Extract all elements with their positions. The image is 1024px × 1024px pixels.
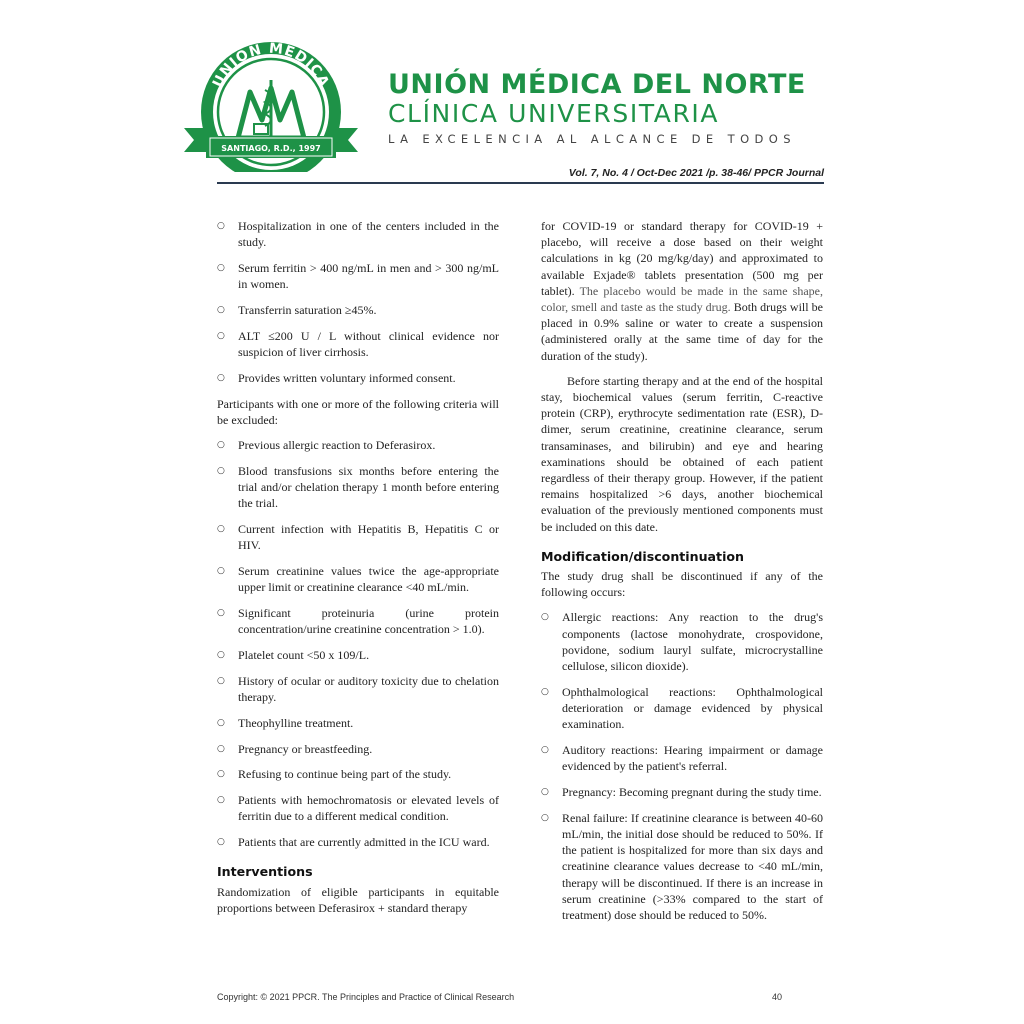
right-column (541, 218, 823, 933)
brand-block (388, 70, 806, 146)
modification-list (541, 609, 823, 923)
list-item: ○ Allergic reactions: Any reaction to the drug's components (lactose monohydrate, crospovidone, povidone, sodium lauryl sulfate, microcrystalline cellulose, silicon dioxide). (541, 609, 823, 674)
header-divider (217, 182, 824, 184)
interventions-text: Randomization of eligible participants in equitable proportions between Deferasirox + standard therapy (217, 884, 499, 915)
list-item: ○ Pregnancy: Becoming pregnant during the study time. (541, 784, 823, 800)
svg-text:SANTIAGO, R.D., 1997: SANTIAGO, R.D., 1997 (221, 144, 321, 153)
page-number: 40 (772, 992, 783, 1002)
list-item: ○ Provides written voluntary informed consent. (217, 370, 499, 386)
exclusion-list (217, 437, 499, 850)
exclusion-intro: Participants with one or more of the following criteria will be excluded: (217, 396, 499, 427)
interventions-heading: Interventions (217, 864, 313, 880)
list-item: ○ Ophthalmological reactions: Ophthalmological deterioration or damage evidenced by physical examination. (541, 684, 823, 733)
journal-citation: Vol. 7, No. 4 / Oct-Dec 2021 /p. 38-46/ PPCR Journal (568, 167, 824, 179)
clinic-name: UNIÓN MÉDICA DEL NORTE (388, 69, 806, 100)
before-therapy-paragraph: Before starting therapy and at the end of the hospital stay, biochemical values (serum ferritin, C-reactive protein (CRP), erythrocyte sedimentation rate (ESR), D-dimer, serum creatinine, creatinine clearance, serum transaminases, and bilirubin) and eye and hearing examinations should be obtained of each patient regardless of their therapy group. However, if the patient remains hospitalized >6 days, another biochemical evaluation of the previously mentioned components must be included on this date. (541, 373, 823, 534)
list-item: ○ ALT ≤200 U / L without clinical evidence nor suspicion of liver cirrhosis. (217, 328, 499, 360)
list-item: ○ History of ocular or auditory toxicity due to chelation therapy. (217, 673, 499, 705)
list-item: ○ Significant proteinuria (urine protein concentration/urine creatinine concentration > 1.0). (217, 605, 499, 637)
dose-text: for COVID-19 or standard therapy for COVID-19 + placebo, will receive a dose based on their weight calculations in kg (20 mg/kg/day) and approximated to available Exjade® tablets presentation (500 mg per tablet). (541, 219, 823, 298)
continued-paragraph (541, 218, 823, 364)
placebo-text: The placebo would be made in the same shape, color, smell and taste as the study drug. (541, 283, 823, 315)
list-item: ○ Refusing to continue being part of the study. (217, 766, 499, 782)
suspension-text: Both drugs will be placed in 0.9% saline or water to create a suspension (administered orally at the same time of day for the duration of the study). (541, 300, 823, 363)
list-item: ○ Serum creatinine values twice the age-appropriate upper limit or creatinine clearance <40 mL/min. (217, 563, 499, 595)
list-item: ○ Auditory reactions: Hearing impairment or damage evidenced by the patient's referral. (541, 742, 823, 774)
list-item: ○ Platelet count <50 x 109/L. (217, 647, 499, 663)
list-item: ○ Hospitalization in one of the centers included in the study. (217, 218, 499, 250)
modification-intro: The study drug shall be discontinued if any of the following occurs: (541, 569, 823, 600)
modification-heading: Modification/discontinuation (541, 548, 745, 564)
clinic-subtitle: CLÍNICA UNIVERSITARIA (388, 99, 720, 128)
list-item: ○ Serum ferritin > 400 ng/mL in men and > 300 ng/mL in women. (217, 260, 499, 292)
clinic-seal-icon (180, 40, 362, 172)
list-item: ○ Current infection with Hepatitis B, Hepatitis C or HIV. (217, 521, 499, 553)
left-column (217, 218, 499, 925)
list-item: ○ Previous allergic reaction to Deferasirox. (217, 437, 499, 453)
list-item: ○ Patients with hemochromatosis or elevated levels of ferritin due to a different medical condition. (217, 792, 499, 824)
list-item: ○ Pregnancy or breastfeeding. (217, 741, 499, 757)
list-item: ○ Patients that are currently admitted in the ICU ward. (217, 834, 499, 850)
list-item: ○ Blood transfusions six months before entering the trial and/or chelation therapy 1 month before entering the trial. (217, 463, 499, 512)
clinic-logo (180, 40, 362, 172)
svg-text:UNION MEDICA: UNION MEDICA (209, 40, 333, 90)
footer-copyright: Copyright: © 2021 PPCR. The Principles and Practice of Clinical Research (217, 992, 515, 1002)
inclusion-list (217, 218, 499, 386)
list-item: ○ Renal failure: If creatinine clearance is between 40-60 mL/min, the initial dose should be reduced to 50%. If the patient is hospitalized for more than six days and creatinine clearance values decrease to <40 mL/min, therapy will be discontinued. If there is an increase in serum creatinine (>33% compared to the start of treatment) dose should be reduced to 50%. (541, 810, 823, 923)
list-item: ○ Transferrin saturation ≥45%. (217, 302, 499, 318)
list-item: ○ Theophylline treatment. (217, 715, 499, 731)
clinic-tagline: LA EXCELENCIA AL ALCANCE DE TODOS (388, 132, 796, 146)
